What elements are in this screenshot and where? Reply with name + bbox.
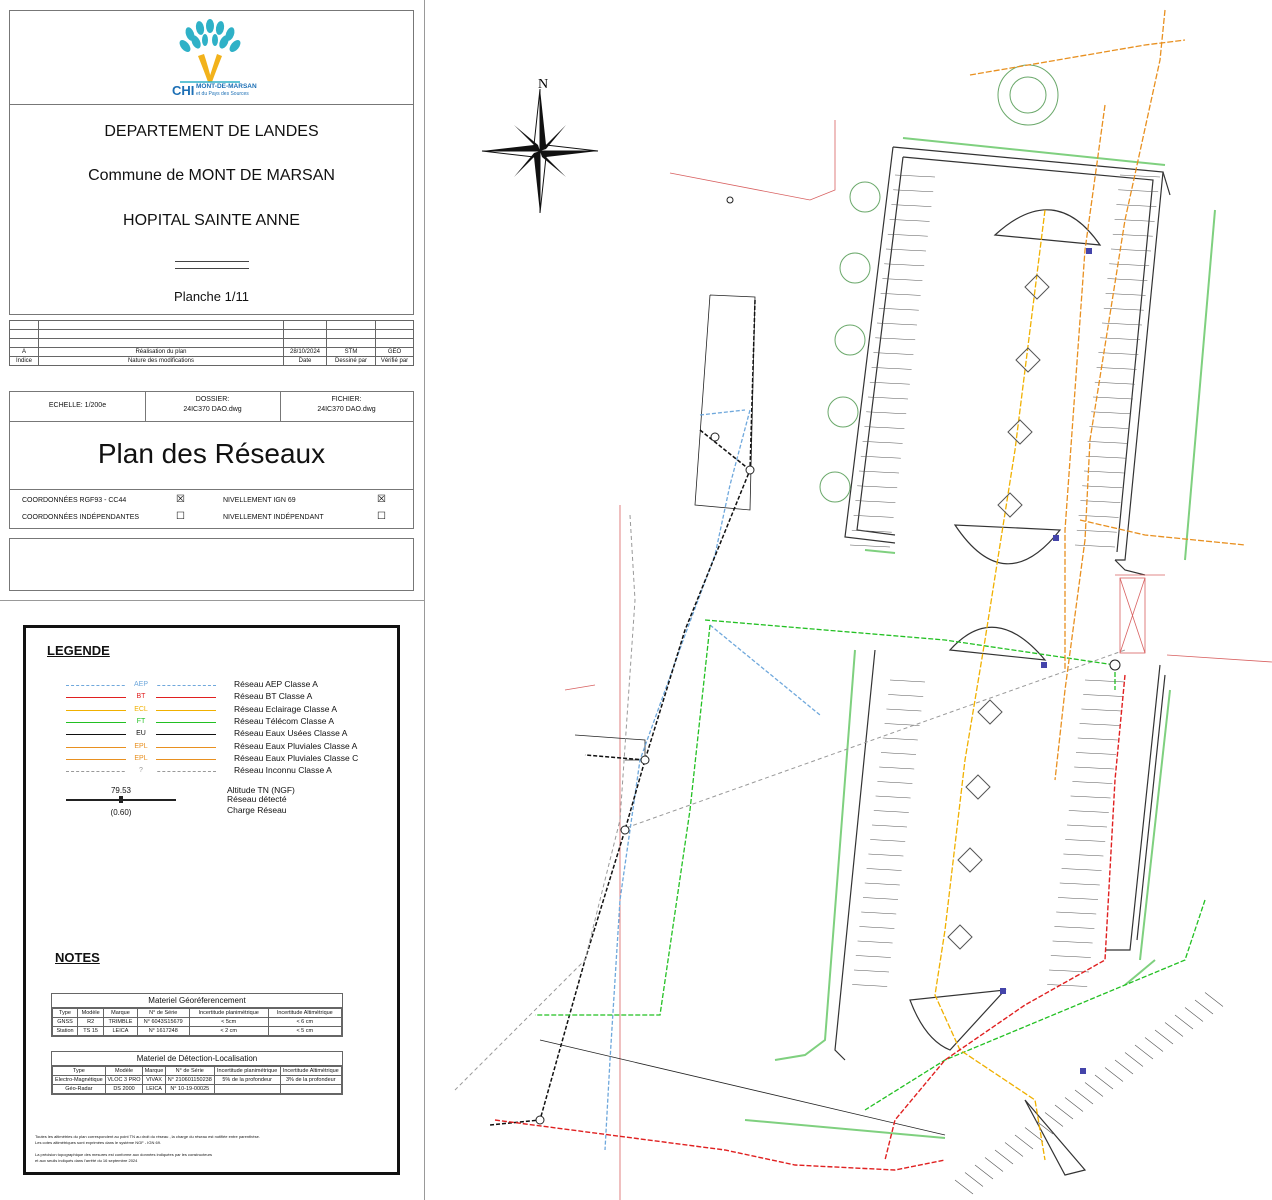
hatched-box (1120, 578, 1145, 653)
parking-bay-line (1081, 709, 1121, 711)
coords-independent-checkbox: ☐ (176, 511, 185, 522)
parking-bay-line (888, 695, 923, 697)
table-row: Electro-Magnétique VLOC 3 PRO VIVAX N° 210601150238 5% de la profondeur 3% de la profondeur (53, 1076, 342, 1085)
header-index: Indice (10, 357, 39, 366)
road-hatch-line (1065, 1098, 1083, 1112)
altitude-value: 79.53 (110, 786, 132, 795)
road-hatch (955, 993, 1223, 1195)
parking-bay-line (1083, 695, 1123, 697)
table-row: Station TS 15 LEICA N° 1617248 < 2 cm < 5 cm (53, 1027, 342, 1036)
parking-bay-line (1069, 811, 1109, 813)
road-hatch-line (1015, 1135, 1033, 1149)
road-hatch-line (1085, 1083, 1103, 1097)
parking-bay-line (874, 811, 909, 813)
coords-rgf93: COORDONNÉES RGF93 - CC44 (22, 497, 127, 504)
parking-bay-line (857, 486, 897, 488)
lamps (948, 275, 1049, 949)
road-hatch-line (1205, 993, 1223, 1007)
road-hatch-line (1115, 1060, 1133, 1074)
detection-equipment-table (51, 1051, 343, 1095)
road-hatch-line (1055, 1105, 1073, 1119)
parking-bay-line (1072, 782, 1112, 784)
legend-code: EU (126, 729, 156, 739)
road-hatch-line (985, 1158, 1003, 1172)
parking-bay-line (861, 456, 901, 458)
manholes (536, 197, 1120, 1124)
parking-bay-line (1111, 249, 1151, 251)
legend-label: Réseau BT Classe A (234, 691, 313, 702)
parking-bay-line (856, 956, 891, 958)
charge-value: (0.60) (110, 808, 132, 817)
legend-code: AEP (126, 680, 156, 690)
parking-bay-line (1093, 397, 1133, 399)
parking-bay-line (850, 545, 890, 547)
legend-swatch (66, 705, 216, 715)
legend-label: Réseau Eaux Pluviales Classe C (234, 752, 359, 763)
legend-swatch (66, 680, 216, 690)
parking-bay-line (1075, 545, 1115, 547)
road-hatch-line (1125, 1053, 1143, 1067)
network-ft (535, 620, 1205, 1110)
legend-label: Réseau Eclairage Classe A (234, 703, 338, 714)
legend-swatch (66, 717, 216, 727)
notes-title: NOTES (55, 950, 100, 965)
notes-text-3: La précision topographique des mesures est conforme aux données indiquées par les constructeurs (35, 1152, 212, 1157)
department-title: DEPARTEMENT DE LANDES (104, 123, 319, 140)
parking-bay-line (863, 898, 898, 900)
revision-drawn: STM (327, 348, 376, 357)
detection-table-title: Materiel de Détection-Localisation (52, 1052, 342, 1066)
level-ign69: NIVELLEMENT IGN 69 (223, 497, 296, 504)
parking-bay-line (861, 912, 896, 914)
legend-swatch (66, 766, 216, 776)
charge-label: Charge Réseau (227, 805, 287, 815)
road-hatch-line (1165, 1023, 1183, 1037)
parking-bay-line (1088, 441, 1128, 443)
parking-bay-line (1104, 308, 1144, 310)
parking-bay-line (1078, 738, 1118, 740)
parking-bay-line (1051, 956, 1091, 958)
table-row: Géo-Radar DS 2000 LEICA N° 10-19-00025 (53, 1085, 342, 1094)
revision-nature: Réalisation du plan (39, 348, 284, 357)
parking-bay-line (1084, 471, 1124, 473)
network-aep (605, 410, 820, 1150)
altitude-label: Altitude TN (NGF) (227, 785, 295, 795)
legend-label: Réseau Inconnu Classe A (234, 765, 332, 776)
commune-title: Commune de MONT DE MARSAN (88, 167, 335, 184)
site-title: HOPITAL SAINTE ANNE (123, 212, 300, 229)
coords-rgf93-checkbox: ☒ (176, 494, 185, 505)
parking-bay-line (852, 985, 887, 987)
parking-bay-line (1065, 840, 1105, 842)
title-block-panel (9, 10, 414, 315)
parking-bay-line (1071, 796, 1111, 798)
parking-bay-line (854, 515, 894, 517)
parking-bays (850, 175, 1160, 987)
hedges (745, 138, 1215, 1138)
notes-text-4: et aux seuils indiqués dans l'arrêté du 16 septembre 2024 (35, 1158, 138, 1163)
detection-header-row: Type Modèle Marque N° de Série Incertitude planimétrique Incertitude Altimétrique (53, 1067, 342, 1076)
road-hatch-line (1155, 1030, 1173, 1044)
parking-bay-line (859, 927, 894, 929)
network-unknown (455, 515, 1125, 1090)
parking-bay-line (1074, 767, 1114, 769)
scale-label: ECHELLE: 1/200e (48, 402, 107, 409)
parking-bay-line (1095, 382, 1135, 384)
site-plan-drawing (425, 0, 1272, 1200)
parking-bay-line (881, 753, 916, 755)
blank-panel (9, 538, 414, 591)
parking-bay-line (867, 869, 902, 871)
lamp-icon (1008, 420, 1032, 444)
hospital-logo (160, 16, 260, 104)
lamp-icon (948, 925, 972, 949)
level-ign69-checkbox: ☒ (377, 494, 386, 505)
legend-code: ECL (126, 705, 156, 715)
parking-bay-line (859, 471, 899, 473)
lamp-icon (958, 848, 982, 872)
header-nature: Nature des modifications (39, 357, 284, 366)
dossier-label: DOSSIER: (195, 396, 230, 403)
parking-bay-line (855, 501, 895, 503)
north-label: N (538, 77, 549, 92)
logo-name: MONT-DE-MARSAN (196, 83, 257, 90)
parking-bay-line (1079, 515, 1119, 517)
parking-bay-line (1067, 825, 1107, 827)
parking-bay-line (868, 397, 908, 399)
parking-bay-line (1060, 883, 1100, 885)
legend-code: FT (126, 717, 156, 727)
parking-bay-line (1062, 869, 1102, 871)
sheet-number: Planche 1/11 (174, 289, 249, 304)
revision-date: 28/10/2024 (284, 348, 327, 357)
legend-label: Réseau Télécom Classe A (234, 715, 335, 726)
legend-title: LEGENDE (47, 643, 110, 658)
parking-bay-line (1085, 680, 1125, 682)
parking-bay-line (873, 353, 913, 355)
legend-label: Réseau AEP Classe A (234, 679, 318, 689)
parking-bay-line (854, 970, 889, 972)
altitude-tick (119, 796, 123, 803)
header-date: Date (284, 357, 327, 366)
parking-bay-line (1080, 724, 1120, 726)
network-eu (490, 300, 755, 1125)
legend-code: EPL (126, 742, 156, 752)
level-independent-checkbox: ☐ (377, 511, 386, 522)
parking-bay-line (1097, 367, 1137, 369)
table-row: GNSS R2 TRIMBLE N° 6043S15679 < 5cm < 6 cm (53, 1018, 342, 1027)
lamp-icon (966, 775, 990, 799)
road-hatch-line (1195, 1000, 1213, 1014)
network-epl (970, 10, 1245, 780)
road-hatch-line (1105, 1068, 1123, 1082)
parking-bay-line (1113, 234, 1153, 236)
legend-notes-frame (23, 625, 400, 1175)
parking-bay-line (1086, 456, 1126, 458)
road-hatch-line (1185, 1008, 1203, 1022)
building-black (540, 295, 945, 1135)
parking-bay-line (883, 738, 918, 740)
parking-bay-line (1120, 175, 1160, 177)
road-hatch-line (1005, 1143, 1023, 1157)
parking-bay-line (858, 941, 893, 943)
revision-index: A (10, 348, 39, 357)
title-separator (175, 261, 249, 269)
legend-swatch (66, 692, 216, 702)
geo-header-row: Type Modèle Marque N° de Série Incertitude planimétrique Incertitude Altimétrique (53, 1009, 342, 1018)
legend-label: Réseau Eaux Usées Classe A (234, 728, 348, 739)
dossier-value: 24IC370 DAO.dwg (183, 406, 242, 413)
parking-bay-line (1089, 427, 1129, 429)
parking-bay-line (1047, 985, 1087, 987)
legend-swatch (66, 754, 216, 764)
road-hatch-line (1135, 1045, 1153, 1059)
lamp-icon (998, 493, 1022, 517)
network-map (425, 0, 1272, 1200)
legend-code: EPL (126, 754, 156, 764)
road-hatch-line (955, 1180, 973, 1194)
parking-bay-line (870, 382, 910, 384)
revision-checked: GEO (376, 348, 414, 357)
fichier-value: 24IC370 DAO.dwg (317, 406, 376, 413)
notes-text-1: Toutes les altimétries du plan correspondent au point TN au droit du réseau , la charge du réseau est notifiée entre parenthèse. (35, 1134, 260, 1139)
parking-bay-line (1109, 264, 1149, 266)
geo-table-title: Materiel Géoréferencement (52, 994, 342, 1008)
legend-code: BT (126, 692, 156, 702)
parking-bay-line (877, 782, 912, 784)
cabinets (1000, 248, 1092, 1074)
parking-bay-line (876, 796, 911, 798)
parking-bay-line (868, 854, 903, 856)
road-hatch-line (1145, 1038, 1163, 1052)
parking-bay-line (865, 883, 900, 885)
parking-bay-line (1091, 412, 1131, 414)
parking-bay-line (879, 767, 914, 769)
tree-logo-icon (160, 16, 260, 86)
level-independent: NIVELLEMENT INDÉPENDANT (223, 514, 324, 521)
network-bt (495, 675, 1125, 1170)
plan-title-panel (9, 421, 414, 529)
parking-bay-line (863, 441, 903, 443)
file-info-panel (9, 391, 414, 422)
plan-title: Plan des Réseaux (97, 438, 326, 469)
parking-bay-line (872, 367, 912, 369)
parking-bay-line (1054, 927, 1094, 929)
coords-independent: COORDONNÉES INDÉPENDANTES (22, 514, 140, 521)
legend-code: ? (126, 766, 156, 776)
road-hatch-line (995, 1150, 1013, 1164)
parking-bay-line (870, 840, 905, 842)
parking-bay-line (1058, 898, 1098, 900)
parking-bay-line (1063, 854, 1103, 856)
header-drawn: Dessiné par (327, 357, 376, 366)
parking-bay-line (886, 709, 921, 711)
fichier-label: FICHIER: (331, 396, 362, 403)
revision-table (9, 320, 414, 366)
parking-bay-line (866, 412, 906, 414)
horizontal-divider (0, 600, 424, 601)
logo-tagline: et du Pays des Sources (196, 91, 249, 97)
legend-swatch (66, 742, 216, 752)
parking-bay-line (885, 724, 920, 726)
legend-swatch (66, 729, 216, 739)
parking-bay-line (1106, 293, 1146, 295)
road-hatch-line (1095, 1075, 1113, 1089)
lamp-icon (978, 700, 1002, 724)
parking-bay-line (864, 427, 904, 429)
parking-bay-line (875, 338, 915, 340)
road-hatch-line (965, 1173, 983, 1187)
trees (820, 65, 1058, 502)
geo-equipment-table (51, 993, 343, 1037)
road-hatch-line (1175, 1015, 1193, 1029)
legend-label: Réseau Eaux Pluviales Classe A (234, 740, 358, 751)
network-ecl (935, 210, 1045, 1160)
notes-text-2: Les cotes altimétriques sont exprimées dans le système NGF - IGN 69. (35, 1140, 162, 1145)
parking-bay-line (890, 680, 925, 682)
parking-bay-line (1107, 279, 1147, 281)
lamp-icon (1016, 348, 1040, 372)
logo-brand: CHI (172, 83, 195, 98)
detected-label: Réseau détecté (227, 794, 287, 804)
parking-bay-line (1076, 753, 1116, 755)
parking-bay-line (1053, 941, 1093, 943)
parking-bay-line (1056, 912, 1096, 914)
parking-bay-line (1077, 530, 1117, 532)
road-hatch-line (1045, 1113, 1063, 1127)
header-checked: Vérifié par (376, 357, 414, 366)
building-outline (565, 120, 1272, 1200)
parking-bay-line (872, 825, 907, 827)
road-hatch-line (975, 1165, 993, 1179)
road-hatch-line (1075, 1090, 1093, 1104)
